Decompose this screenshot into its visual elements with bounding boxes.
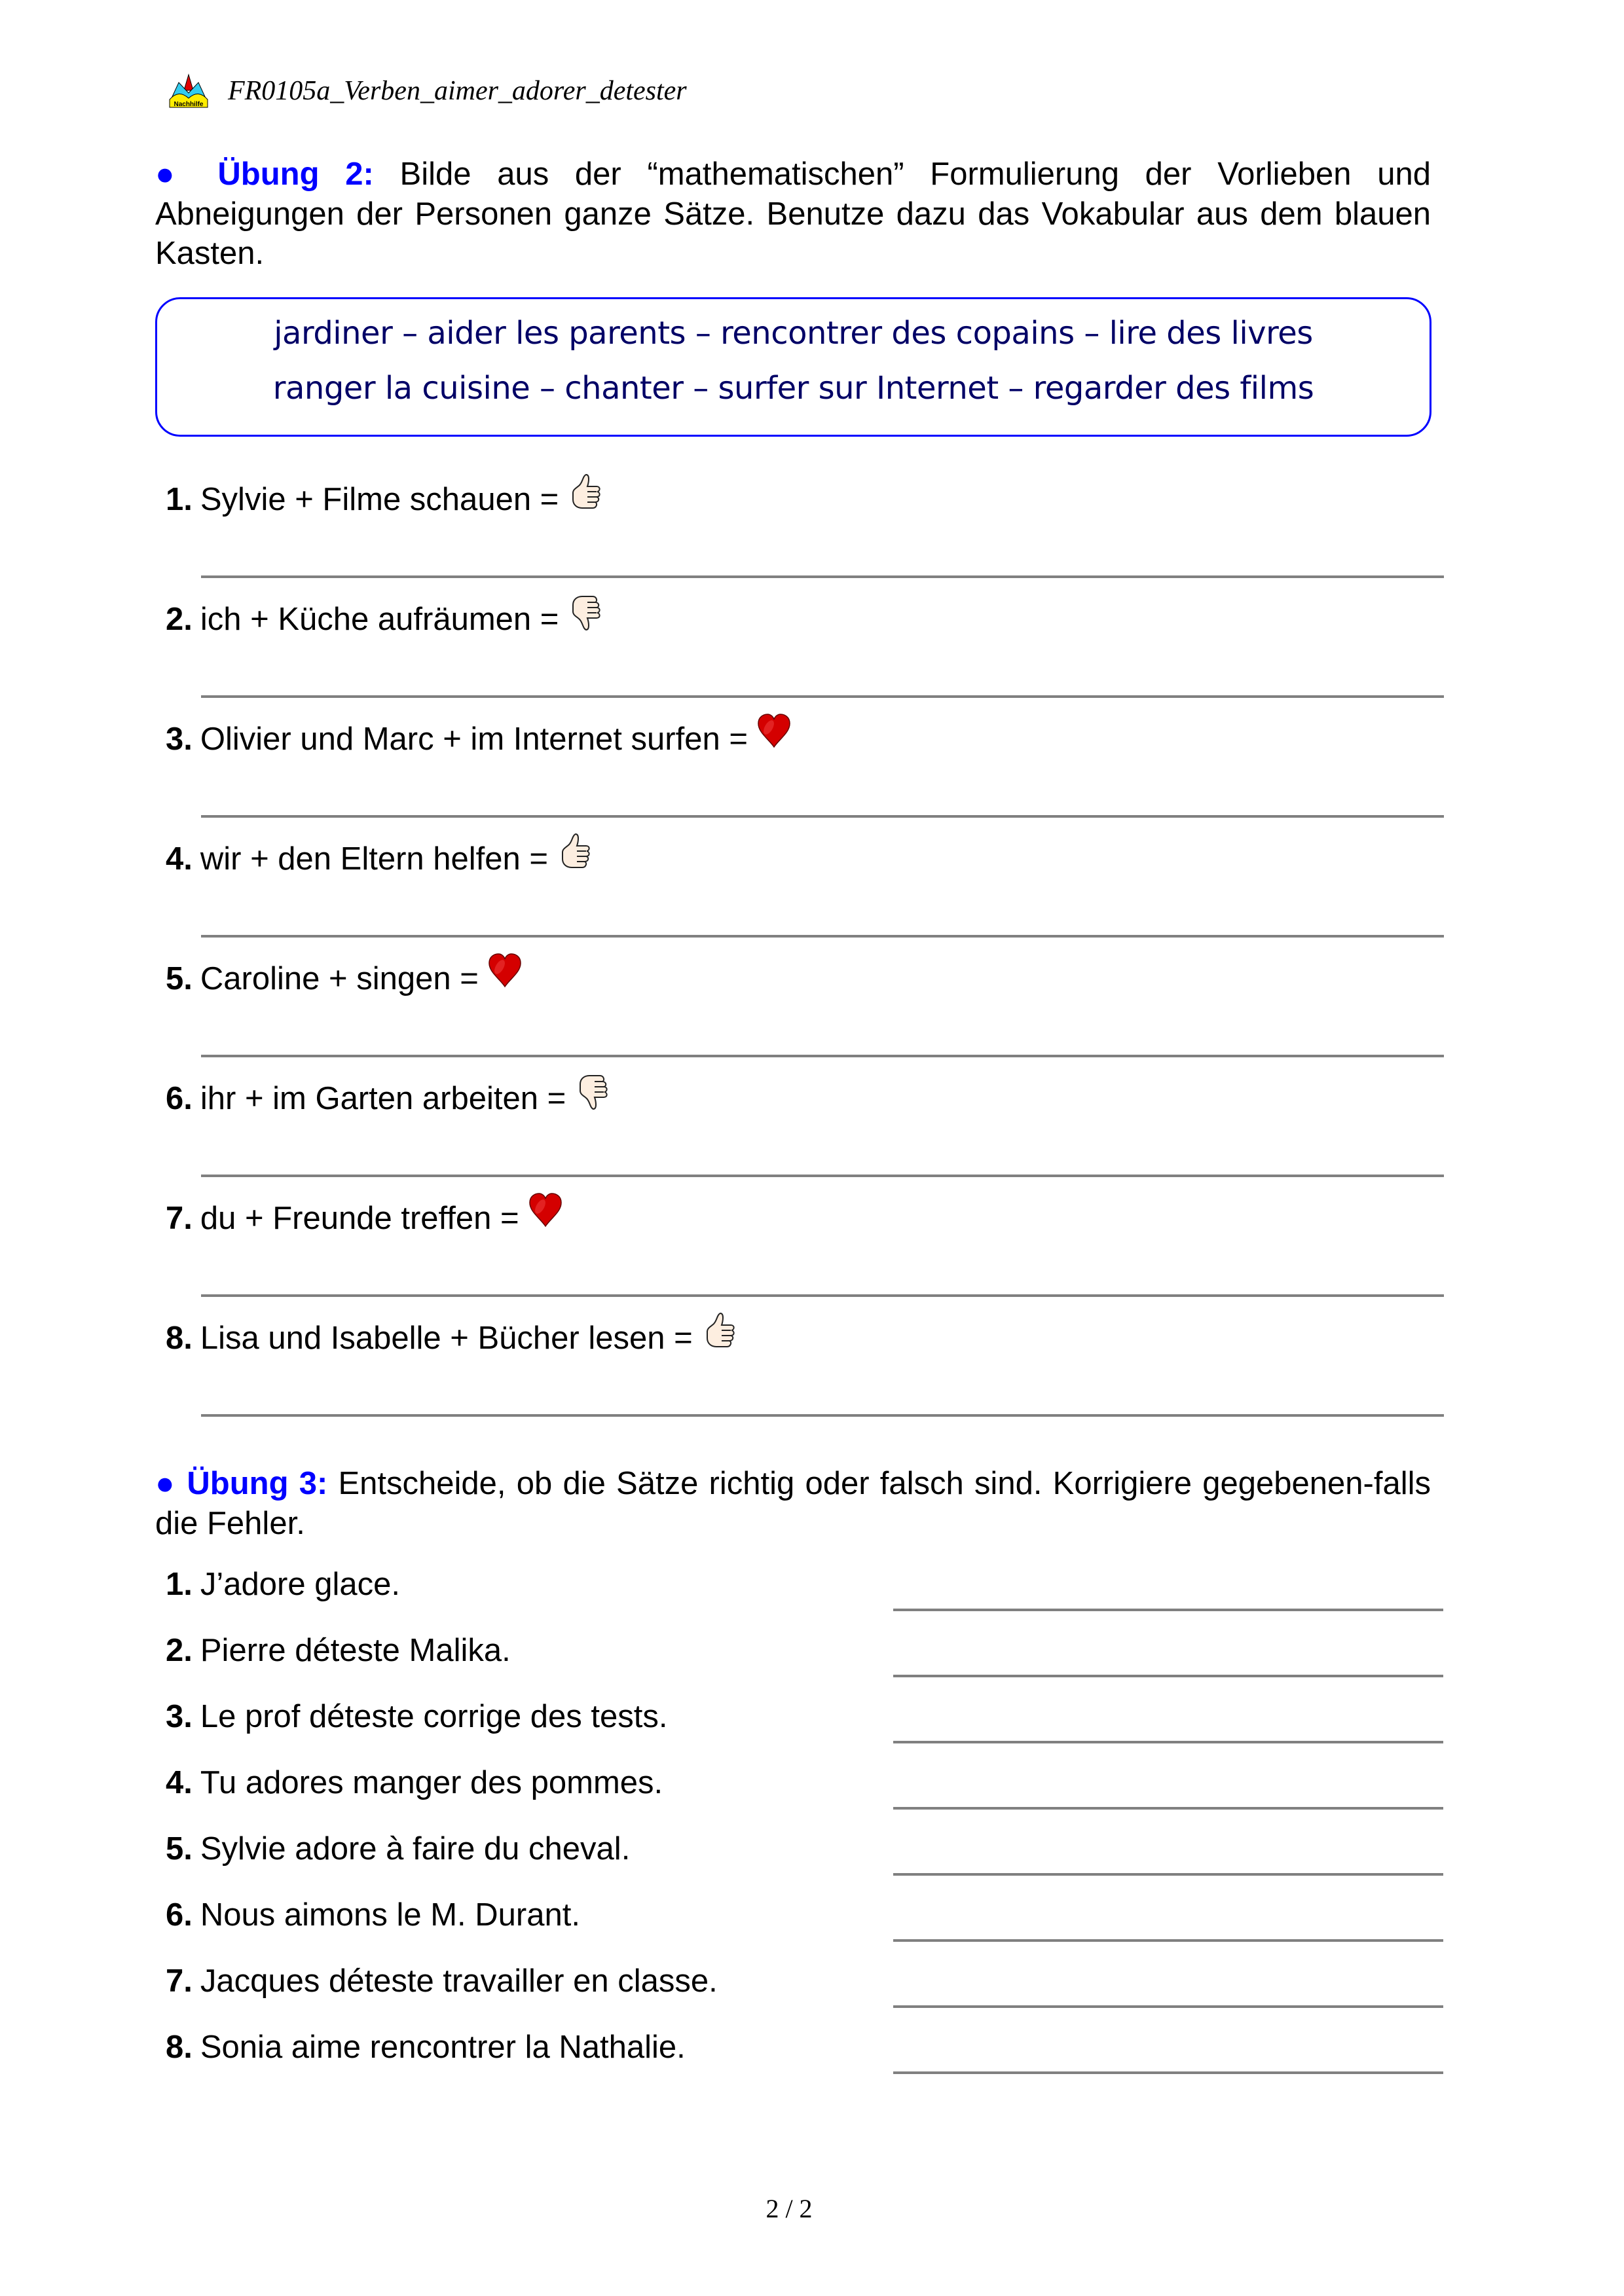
exercise2-instruction-text: Bilde aus der “mathematischen” Formulierung der Vorlieben und Abneigungen der Personen ganze Sätze. Benutze dazu das Vokabular aus dem blauen Kasten. <box>155 156 1431 271</box>
exercise2-instruction-paragraph <box>155 155 1431 274</box>
item-sentence: Le prof déteste corrige des tests. <box>200 1699 668 1734</box>
thumbs-up-icon <box>701 1312 737 1350</box>
item-number: 6. <box>166 1081 193 1116</box>
item-prompt: Sylvie + Filme schauen = <box>200 482 559 517</box>
item-prompt: wir + den Eltern helfen = <box>200 841 549 877</box>
exercise2-heading: Übung 2: <box>217 156 374 192</box>
vocabulary-line-2: ranger la cuisine – chanter – surfer sur Internet – regarder des films <box>272 370 1314 407</box>
item-number: 8. <box>166 1321 193 1356</box>
item-number: 2. <box>166 1633 193 1668</box>
answer-line[interactable] <box>201 1175 1444 1177</box>
exercise3-instruction-text: Entscheide, ob die Sätze richtig oder falsch sind. Korrigiere gegebenen-falls die Fehler. <box>155 1466 1431 1541</box>
answer-line[interactable] <box>201 695 1444 698</box>
exercise3-item <box>166 1763 663 1802</box>
item-prompt: ihr + im Garten arbeiten = <box>200 1081 566 1116</box>
heart-icon <box>527 1192 564 1230</box>
item-number: 3. <box>166 1699 193 1734</box>
item-number: 4. <box>166 1765 193 1800</box>
answer-line[interactable] <box>201 815 1444 818</box>
exercise3-item <box>166 1565 400 1604</box>
item-prompt: du + Freunde treffen = <box>200 1201 519 1236</box>
answer-line[interactable] <box>201 575 1444 578</box>
bullet-icon: ● <box>155 1466 177 1501</box>
heart-icon <box>756 713 792 751</box>
item-number: 1. <box>166 1567 193 1602</box>
exercise2-item <box>166 1199 564 1238</box>
item-prompt: Olivier und Marc + im Internet surfen = <box>200 721 748 757</box>
answer-line[interactable] <box>201 935 1444 938</box>
exercise2-item <box>166 1079 610 1118</box>
item-number: 2. <box>166 602 193 637</box>
bullet-icon: ● <box>155 156 192 192</box>
exercise3-item <box>166 2028 686 2067</box>
exercise3-item <box>166 1631 511 1670</box>
item-prompt: Lisa und Isabelle + Bücher lesen = <box>200 1321 693 1356</box>
item-number: 8. <box>166 2030 193 2065</box>
correction-answer-line[interactable] <box>893 1741 1443 1743</box>
vocabulary-box <box>155 297 1431 437</box>
exercise2-item <box>166 480 603 519</box>
item-prompt: ich + Küche aufräumen = <box>200 602 559 637</box>
item-sentence: Tu adores manger des pommes. <box>200 1765 663 1800</box>
exercise2-item <box>166 959 523 998</box>
thumbs-down-icon <box>574 1072 610 1110</box>
correction-answer-line[interactable] <box>893 2005 1443 2008</box>
correction-answer-line[interactable] <box>893 1873 1443 1876</box>
correction-answer-line[interactable] <box>893 1807 1443 1810</box>
page-number: 2 / 2 <box>766 2194 813 2223</box>
item-sentence: Sylvie adore à faire du cheval. <box>200 1831 631 1867</box>
exercise3-heading: Übung 3: <box>187 1466 328 1501</box>
correction-answer-line[interactable] <box>893 1609 1443 1611</box>
answer-line[interactable] <box>201 1414 1444 1417</box>
document-title: FR0105a_Verben_aimer_adorer_detester <box>228 76 687 106</box>
nachhilfe-logo <box>167 73 210 109</box>
exercise3-item <box>166 1697 668 1736</box>
exercise3-instruction-paragraph <box>155 1464 1431 1543</box>
item-number: 5. <box>166 961 193 996</box>
correction-answer-line[interactable] <box>893 1675 1443 1677</box>
exercise3-item <box>166 1829 630 1868</box>
item-number: 7. <box>166 1963 193 1999</box>
item-sentence: J’adore glace. <box>200 1567 400 1602</box>
item-sentence: Nous aimons le M. Durant. <box>200 1897 580 1933</box>
vocabulary-line-1: jardiner – aider les parents – rencontrer des copains – lire des livres <box>274 315 1313 352</box>
exercise2-item <box>166 720 792 759</box>
thumbs-up-icon <box>566 473 603 511</box>
item-number: 5. <box>166 1831 193 1867</box>
item-number: 4. <box>166 841 193 877</box>
svg-text:Nachhilfe: Nachhilfe <box>174 101 204 108</box>
exercise2-item <box>166 600 603 639</box>
thumbs-down-icon <box>566 593 603 631</box>
mountain-logo-icon <box>167 73 210 109</box>
exercise2-item <box>166 1319 737 1358</box>
correction-answer-line[interactable] <box>893 1939 1443 1942</box>
item-number: 7. <box>166 1201 193 1236</box>
item-number: 1. <box>166 482 193 517</box>
thumbs-up-icon <box>556 833 593 871</box>
exercise3-item <box>166 1895 580 1935</box>
answer-line[interactable] <box>201 1055 1444 1057</box>
item-sentence: Jacques déteste travailler en classe. <box>200 1963 718 1999</box>
item-prompt: Caroline + singen = <box>200 961 479 996</box>
answer-line[interactable] <box>201 1294 1444 1297</box>
correction-answer-line[interactable] <box>893 2071 1443 2074</box>
item-sentence: Sonia aime rencontrer la Nathalie. <box>200 2030 686 2065</box>
item-sentence: Pierre déteste Malika. <box>200 1633 511 1668</box>
heart-icon <box>487 953 523 991</box>
item-number: 6. <box>166 1897 193 1933</box>
item-number: 3. <box>166 721 193 757</box>
exercise2-item <box>166 839 593 879</box>
exercise3-item <box>166 1961 718 2001</box>
